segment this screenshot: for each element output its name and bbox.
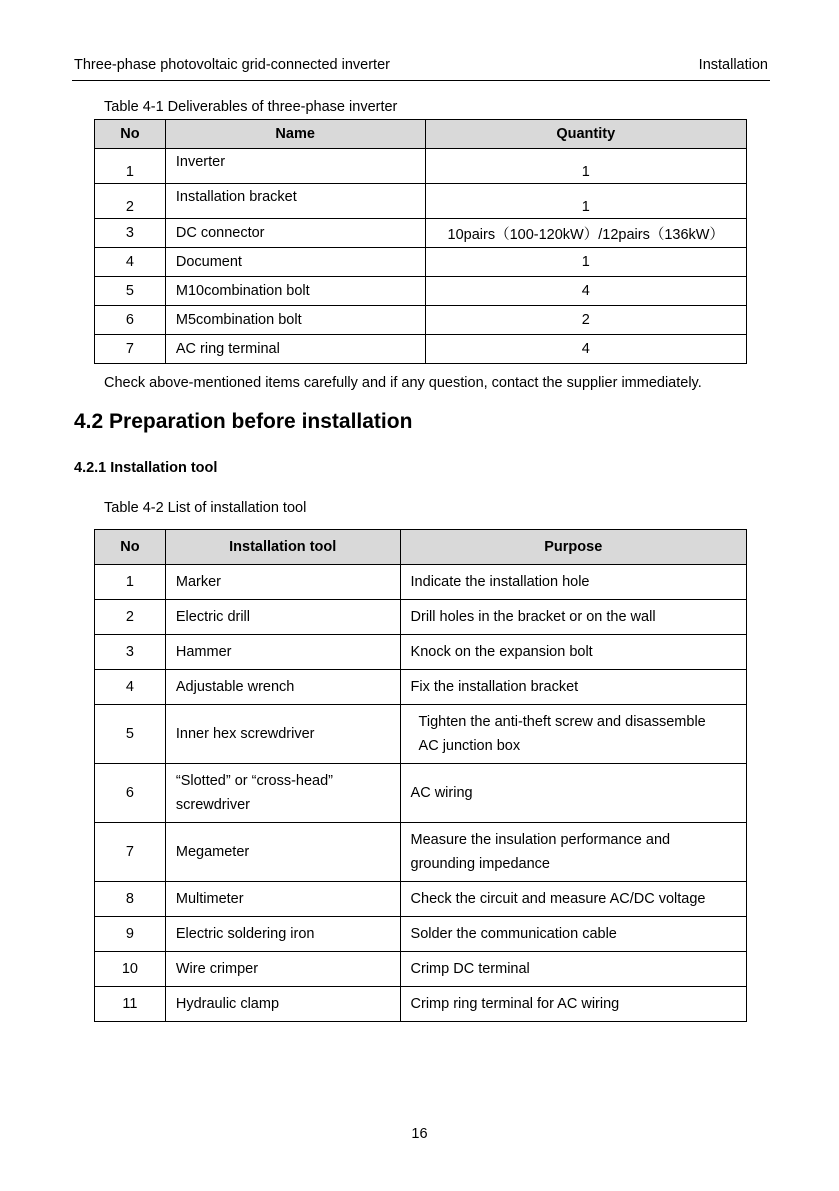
tool-text-line: Multimeter [175, 891, 244, 907]
purpose-text-line: Crimp DC terminal [410, 961, 530, 977]
tool-text-line: Wire crimper [175, 961, 259, 977]
purpose-text-line: Fix the installation bracket [410, 679, 579, 695]
table-row [95, 917, 747, 952]
cell-name: AC ring terminal [165, 335, 425, 364]
cell-no: 11 [95, 987, 166, 1022]
cell-no: 2 [95, 184, 166, 219]
column-header-no: No [95, 530, 166, 565]
tool-text-line: screwdriver [175, 797, 250, 813]
cell-tool [165, 705, 400, 764]
purpose-text-line: AC wiring [410, 785, 473, 801]
cell-quantity: 1 [425, 149, 747, 184]
cell-tool [165, 764, 400, 823]
cell-tool [165, 565, 400, 600]
cell-tool [165, 952, 400, 987]
tool-text-line: Marker [175, 574, 221, 590]
table2-caption: Table 4-2 List of installation tool [104, 500, 307, 516]
cell-no: 3 [95, 219, 166, 248]
cell-quantity: 4 [425, 277, 747, 306]
table-row [95, 764, 747, 823]
cell-purpose [400, 670, 746, 705]
column-header-purpose: Purpose [400, 530, 746, 565]
table-header-row [95, 530, 747, 565]
deliverables-table [94, 119, 747, 364]
cell-purpose [400, 882, 746, 917]
tool-text-line: Electric drill [175, 609, 250, 625]
cell-no: 7 [95, 335, 166, 364]
table-row [95, 600, 747, 635]
purpose-text-line: Crimp ring terminal for AC wiring [410, 996, 620, 1012]
column-header-no: No [95, 120, 166, 149]
table-row [95, 635, 747, 670]
purpose-text-line: Drill holes in the bracket or on the wall [410, 609, 656, 625]
cell-no: 1 [95, 149, 166, 184]
table-row [95, 335, 747, 364]
cell-purpose [400, 705, 746, 764]
purpose-text-line: Check the circuit and measure AC/DC voltage [410, 891, 706, 907]
table-row [95, 149, 747, 184]
tool-text-line: “Slotted” or “cross-head” [175, 773, 334, 789]
cell-tool [165, 917, 400, 952]
header-divider [72, 80, 770, 81]
cell-tool [165, 600, 400, 635]
cell-quantity: 10pairs（100-120kW）/12pairs（136kW） [425, 219, 747, 248]
installation-tool-table [94, 529, 747, 1022]
column-header-tool: Installation tool [165, 530, 400, 565]
cell-name: M10combination bolt [165, 277, 425, 306]
cell-purpose [400, 635, 746, 670]
table-row [95, 219, 747, 248]
cell-quantity: 2 [425, 306, 747, 335]
tool-text-line: Adjustable wrench [175, 679, 295, 695]
purpose-text-line: Indicate the installation hole [410, 574, 590, 590]
cell-purpose [400, 987, 746, 1022]
subsection-heading: 4.2.1 Installation tool [74, 460, 218, 476]
header-chapter-name: Installation [698, 57, 768, 73]
table-row [95, 184, 747, 219]
tool-text-line: Inner hex screwdriver [175, 726, 315, 742]
cell-tool [165, 987, 400, 1022]
cell-name: Document [165, 248, 425, 277]
purpose-text-line: Solder the communication cable [410, 926, 617, 942]
cell-purpose [400, 823, 746, 882]
column-header-quantity: Quantity [425, 120, 747, 149]
cell-no: 8 [95, 882, 166, 917]
tool-text-line: Megameter [175, 844, 250, 860]
cell-purpose [400, 600, 746, 635]
column-header-name: Name [165, 120, 425, 149]
purpose-text-line: Measure the insulation performance and [410, 832, 671, 848]
table-row [95, 670, 747, 705]
cell-purpose [400, 917, 746, 952]
header-document-title: Three-phase photovoltaic grid-connected inverter [74, 57, 390, 73]
cell-tool [165, 635, 400, 670]
cell-no: 6 [95, 764, 166, 823]
cell-no: 7 [95, 823, 166, 882]
table-row [95, 565, 747, 600]
cell-purpose [400, 764, 746, 823]
page-number: 16 [411, 1126, 428, 1142]
cell-tool [165, 823, 400, 882]
cell-no: 9 [95, 917, 166, 952]
cell-tool [165, 882, 400, 917]
tool-text-line: Hammer [175, 644, 232, 660]
table-row [95, 248, 747, 277]
purpose-text-line: AC junction box [418, 738, 521, 754]
table-row [95, 952, 747, 987]
tool-text-line: Electric soldering iron [175, 926, 315, 942]
table-header-row [95, 120, 747, 149]
tool-text-line: Hydraulic clamp [175, 996, 280, 1012]
check-note: Check above-mentioned items carefully and if any question, contact the supplier immediately. [104, 375, 702, 391]
table-row [95, 882, 747, 917]
table-row [95, 306, 747, 335]
page-header [74, 57, 768, 77]
table-row [95, 705, 747, 764]
cell-purpose [400, 952, 746, 987]
cell-no: 2 [95, 600, 166, 635]
cell-no: 5 [95, 705, 166, 764]
cell-tool [165, 670, 400, 705]
cell-no: 4 [95, 248, 166, 277]
table-row [95, 277, 747, 306]
cell-no: 3 [95, 635, 166, 670]
cell-no: 6 [95, 306, 166, 335]
cell-quantity: 1 [425, 248, 747, 277]
cell-name: DC connector [165, 219, 425, 248]
table-row [95, 987, 747, 1022]
cell-name: M5combination bolt [165, 306, 425, 335]
cell-name: Installation bracket [165, 184, 425, 219]
cell-no: 4 [95, 670, 166, 705]
cell-no: 10 [95, 952, 166, 987]
purpose-text-line: Tighten the anti-theft screw and disassemble [418, 714, 706, 730]
cell-no: 5 [95, 277, 166, 306]
table1-caption: Table 4-1 Deliverables of three-phase inverter [104, 99, 398, 115]
cell-quantity: 4 [425, 335, 747, 364]
cell-no: 1 [95, 565, 166, 600]
section-heading: 4.2 Preparation before installation [74, 410, 413, 433]
purpose-text-line: Knock on the expansion bolt [410, 644, 593, 660]
cell-purpose [400, 565, 746, 600]
cell-quantity: 1 [425, 184, 747, 219]
cell-name: Inverter [165, 149, 425, 184]
purpose-text-line: grounding impedance [410, 856, 550, 872]
table-row [95, 823, 747, 882]
